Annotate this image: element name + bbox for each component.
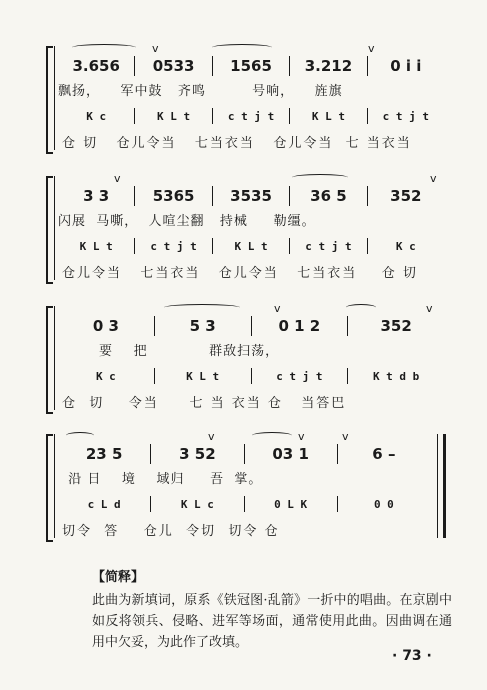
measure: 3 3	[58, 186, 135, 206]
breath-mark: v	[114, 172, 121, 185]
score-system-2	[52, 172, 444, 290]
jianpu-melody-line	[58, 444, 430, 464]
measure: 5 3	[155, 316, 252, 336]
measure: 1565	[213, 56, 290, 76]
caption-body: 此曲为新填词，原系《铁冠图·乱箭》一折中的唱曲。在京剧中如反将领兵、侵略、进军等场面，通常使用此曲。因曲调在通用中欠妥，为此作了改填。	[92, 593, 452, 650]
system-bracket	[46, 176, 53, 284]
measure: 0533	[135, 56, 212, 76]
slur	[252, 432, 292, 439]
measure: K c	[58, 368, 155, 384]
measure: 23 5	[58, 444, 151, 464]
lyric-line: 沿 日 境 域归 吾 掌。	[58, 472, 263, 487]
measure: c t j t	[382, 109, 429, 123]
measure: K L t	[213, 238, 290, 254]
percussion-syllables: 仓 切 令当 七 当 衣当 仓 当答巴	[62, 396, 347, 411]
page-number: · 73 ·	[392, 648, 432, 664]
slur	[66, 432, 94, 439]
breath-mark: v	[274, 302, 281, 315]
measure: 3.212	[290, 56, 367, 76]
slur	[292, 174, 348, 181]
measure: K L t	[58, 238, 135, 254]
breath-mark: v	[430, 172, 437, 185]
measure: K L t	[290, 108, 367, 124]
lyric-line: 飘扬， 军中鼓 齐鸣 号响， 旌旗	[58, 84, 343, 99]
slur	[212, 44, 272, 51]
score-system-4	[52, 430, 444, 548]
caption-title: 【简释】	[92, 570, 145, 585]
breath-mark: v	[208, 430, 215, 443]
score-system-1	[52, 42, 444, 160]
jianpu-melody-line	[58, 186, 444, 206]
measure: K c	[395, 239, 416, 253]
lyric-line: 闪展 马嘶， 人喧尘翻 持械 勒缰。	[58, 214, 316, 229]
system-bracket	[46, 46, 53, 154]
measure: K c	[58, 108, 135, 124]
lyric-line: 要 把 群敌扫荡，	[58, 344, 280, 359]
measure: 5365	[135, 186, 212, 206]
percussion-line	[58, 368, 444, 384]
measure: c t j t	[135, 238, 212, 254]
measure: 3 52	[151, 444, 244, 464]
measure: 03 1	[245, 444, 338, 464]
breath-mark: v	[152, 42, 159, 55]
breath-mark: v	[298, 430, 305, 443]
measure: K L t	[135, 108, 212, 124]
measure: 352	[390, 187, 422, 205]
measure: 0 0	[373, 497, 394, 511]
slur	[72, 44, 136, 51]
breath-mark: v	[426, 302, 433, 315]
measure: K t d b	[372, 369, 420, 383]
percussion-syllables: 切令 答 仓儿 令切 切令 仓	[62, 524, 280, 539]
jianpu-melody-line	[58, 316, 444, 336]
measure: 0 3	[58, 316, 155, 336]
measure: 0 i i	[390, 57, 422, 75]
breath-mark: v	[368, 42, 375, 55]
measure: c t j t	[213, 108, 290, 124]
measure: c t j t	[290, 238, 367, 254]
percussion-line	[58, 238, 444, 254]
measure: c t j t	[252, 368, 349, 384]
system-bracket	[46, 434, 53, 542]
measure: 3535	[213, 186, 290, 206]
system-bracket	[46, 306, 53, 414]
breath-mark: v	[342, 430, 349, 443]
measure: 36 5	[290, 186, 367, 206]
measure: K L c	[151, 496, 244, 512]
measure: 352	[380, 317, 412, 335]
measure: K L t	[155, 368, 252, 384]
percussion-line	[58, 496, 430, 512]
percussion-line	[58, 108, 444, 124]
percussion-syllables: 仓儿令当 七当衣当 仓儿令当 七当衣当 仓 切	[62, 266, 418, 281]
measure: c L d	[58, 496, 151, 512]
measure: 6 –	[372, 445, 396, 463]
score-system-3	[52, 302, 444, 420]
measure: 0 1 2	[252, 316, 349, 336]
percussion-syllables: 仓 切 仓儿令当 七当衣当 仓儿令当 七 当衣当	[62, 136, 412, 151]
slur	[346, 304, 376, 311]
jianpu-melody-line	[58, 56, 444, 76]
measure: 0 L K	[245, 496, 338, 512]
measure: 3.656	[58, 56, 135, 76]
slur	[164, 304, 240, 311]
